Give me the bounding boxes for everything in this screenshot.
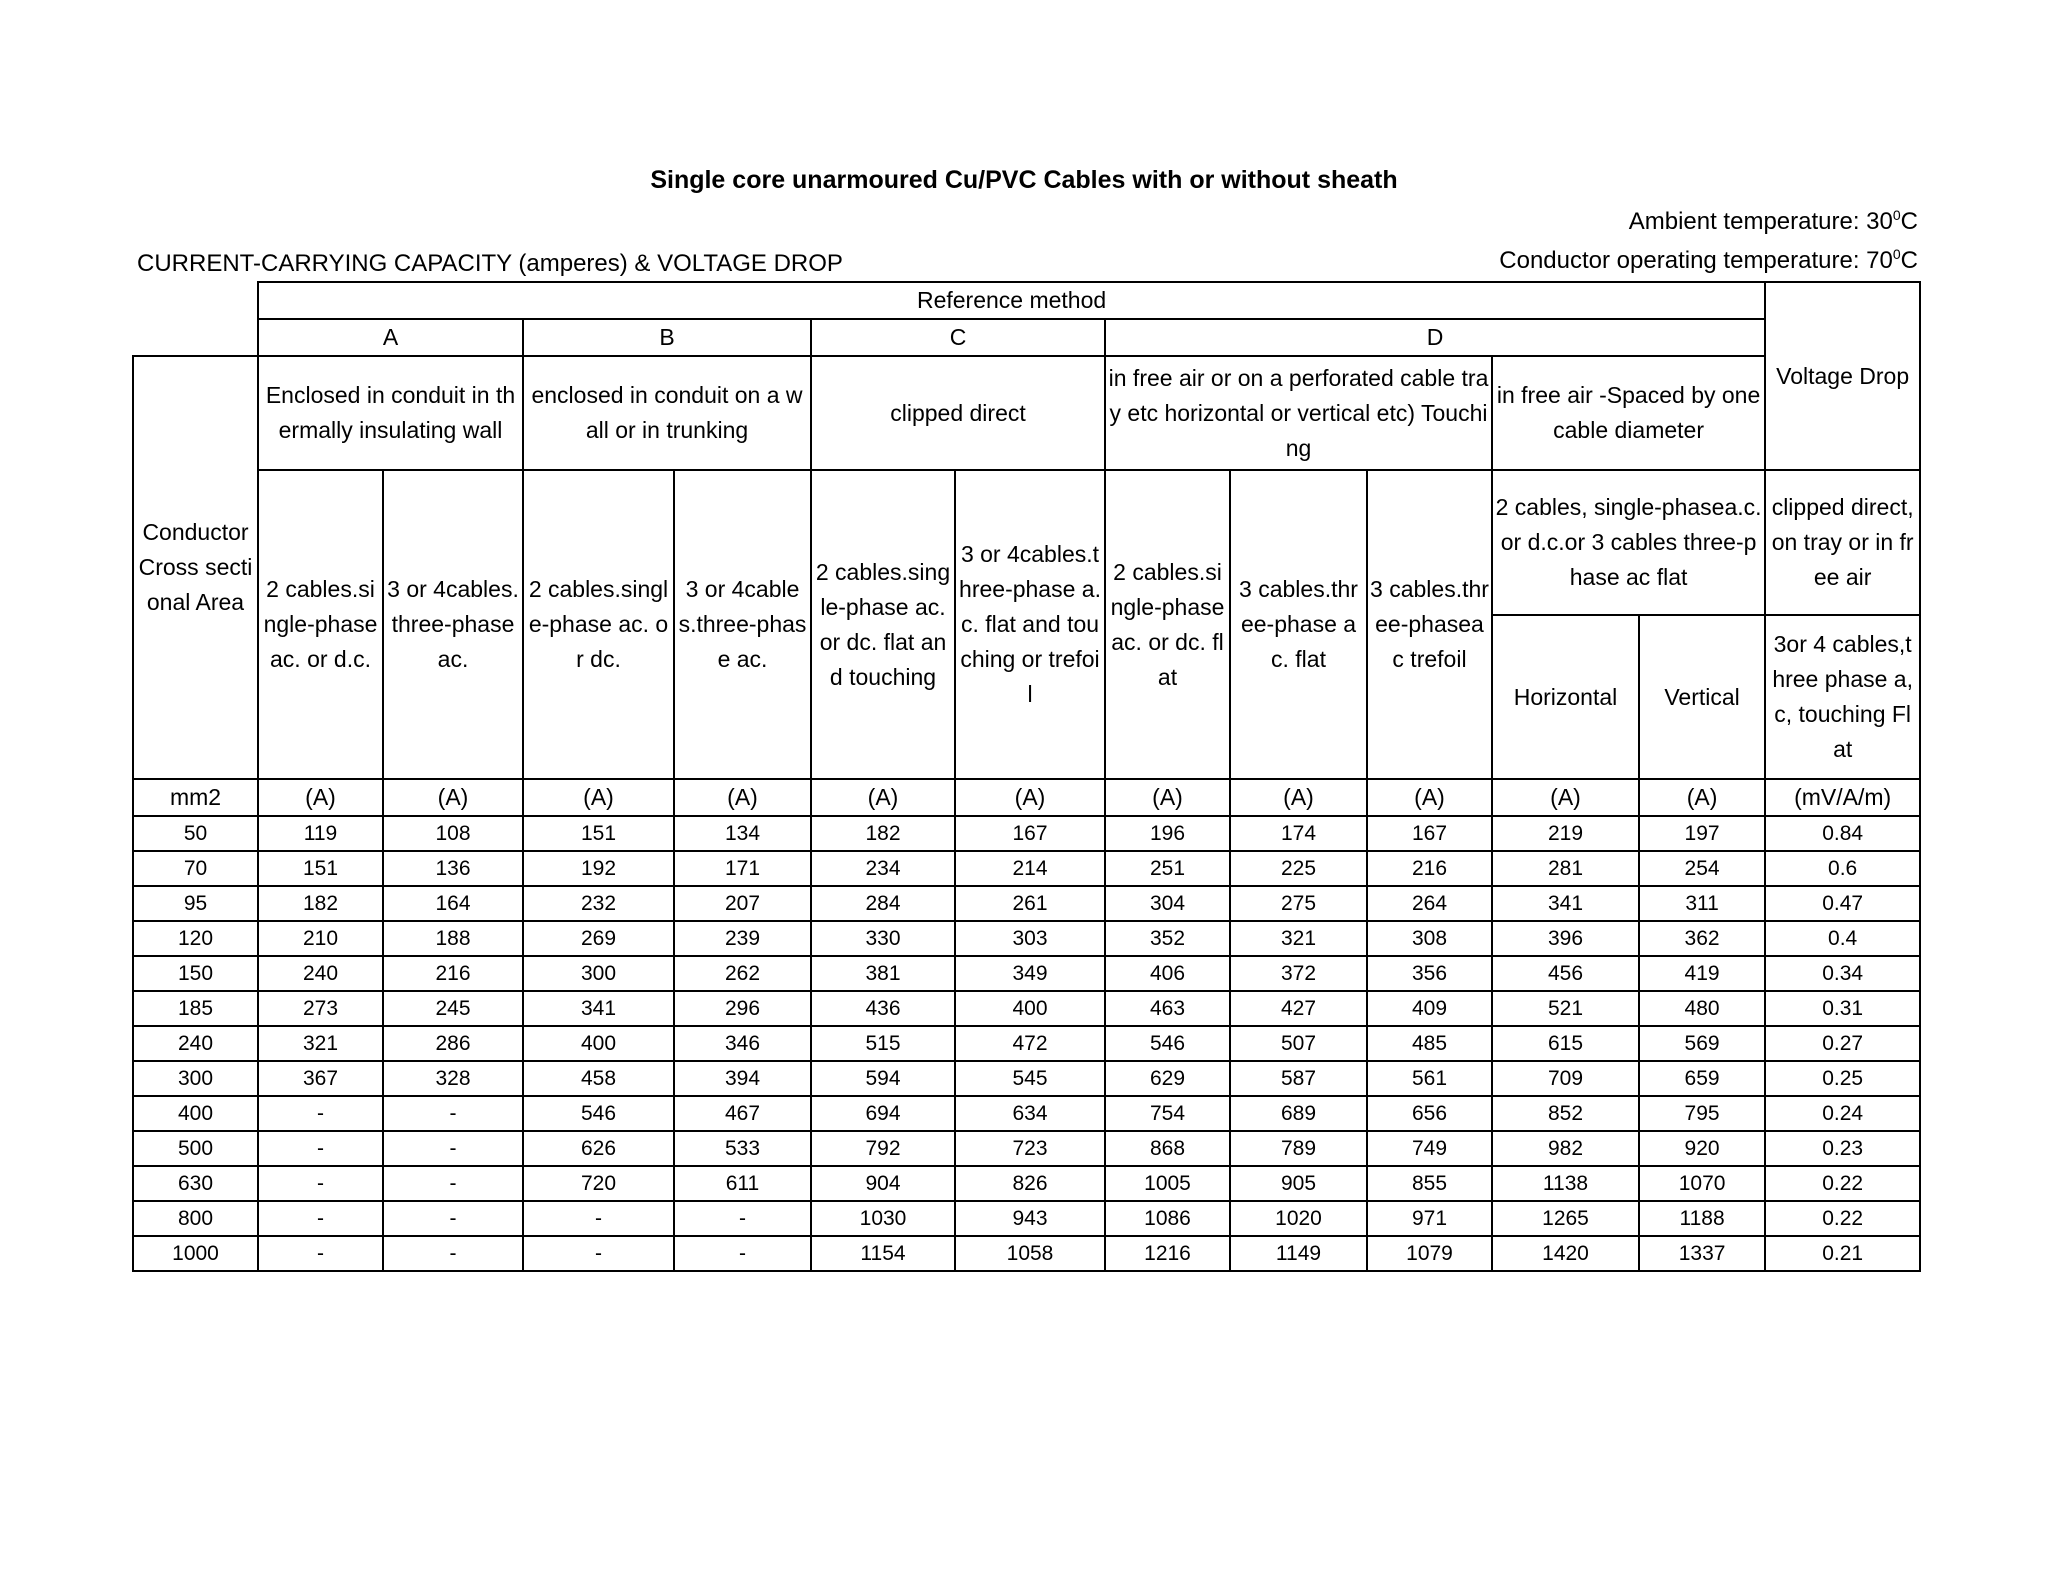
conductor-size-cell: 95 [133, 886, 258, 921]
conductor-area-header: Conductor Cross sectional Area [133, 356, 258, 779]
conductor-size-cell: 630 [133, 1166, 258, 1201]
operating-text: Conductor operating temperature: 70 [1499, 247, 1893, 274]
table-row [133, 816, 1920, 851]
operating-temperature [1499, 246, 1918, 275]
units-row [133, 779, 1920, 816]
value-cell: 167 [1367, 816, 1492, 851]
value-cell: 795 [1639, 1096, 1765, 1131]
value-cell: 1020 [1230, 1201, 1367, 1236]
unit-cell: (A) [811, 779, 955, 816]
value-cell: 463 [1105, 991, 1230, 1026]
voltage-drop-clipped-header: clipped direct, on tray or in free air [1765, 470, 1920, 615]
table-row [133, 851, 1920, 886]
value-cell: 264 [1367, 886, 1492, 921]
value-cell: 0.22 [1765, 1166, 1920, 1201]
table-subtitle: CURRENT-CARRYING CAPACITY (amperes) & VOLTAGE DROP [137, 250, 843, 277]
value-cell: 296 [674, 991, 811, 1026]
value-cell: 341 [523, 991, 674, 1026]
value-cell: 0.27 [1765, 1026, 1920, 1061]
value-cell: 216 [383, 956, 523, 991]
value-cell: 251 [1105, 851, 1230, 886]
value-cell: 232 [523, 886, 674, 921]
value-cell: 225 [1230, 851, 1367, 886]
value-cell: 245 [383, 991, 523, 1026]
method-d-spaced-description: in free air -Spaced by one cable diameter [1492, 356, 1765, 470]
value-cell: 1138 [1492, 1166, 1639, 1201]
value-cell: 419 [1639, 956, 1765, 991]
col-d3-header: 3 cables.three-phaseac trefoil [1367, 470, 1492, 779]
value-cell: 286 [383, 1026, 523, 1061]
value-cell: 134 [674, 816, 811, 851]
value-cell: 436 [811, 991, 955, 1026]
value-cell: 427 [1230, 991, 1367, 1026]
unit-cell: mm2 [133, 779, 258, 816]
value-cell: 485 [1367, 1026, 1492, 1061]
value-cell: - [383, 1096, 523, 1131]
value-cell: - [383, 1166, 523, 1201]
value-cell: - [674, 1236, 811, 1271]
value-cell: - [258, 1131, 383, 1166]
col-c1-header: 2 cables.single-phase ac. or dc. flat and touching [811, 470, 955, 779]
value-cell: 409 [1367, 991, 1492, 1026]
value-cell: 1265 [1492, 1201, 1639, 1236]
method-letter-c: C [811, 319, 1105, 356]
value-cell: 0.21 [1765, 1236, 1920, 1271]
value-cell: - [523, 1236, 674, 1271]
value-cell: 216 [1367, 851, 1492, 886]
conductor-size-cell: 240 [133, 1026, 258, 1061]
value-cell: 472 [955, 1026, 1105, 1061]
value-cell: 905 [1230, 1166, 1367, 1201]
conductor-size-cell: 800 [133, 1201, 258, 1236]
value-cell: 545 [955, 1061, 1105, 1096]
corner-blank-2 [133, 319, 258, 356]
value-cell: 188 [383, 921, 523, 956]
value-cell: 406 [1105, 956, 1230, 991]
unit-cell: (A) [1230, 779, 1367, 816]
conductor-size-cell: 50 [133, 816, 258, 851]
value-cell: 1337 [1639, 1236, 1765, 1271]
table-row [133, 886, 1920, 921]
value-cell: 507 [1230, 1026, 1367, 1061]
value-cell: 723 [955, 1131, 1105, 1166]
value-cell: 515 [811, 1026, 955, 1061]
method-b-description: enclosed in conduit on a wall or in trunking [523, 356, 811, 470]
unit-cell: (A) [258, 779, 383, 816]
value-cell: 587 [1230, 1061, 1367, 1096]
col-d4-header: 2 cables, single-phasea.c. or d.c.or 3 cables three-phase ac flat [1492, 470, 1765, 615]
table-row [133, 1061, 1920, 1096]
col-d4-horizontal-header: Horizontal [1492, 615, 1639, 779]
value-cell: - [258, 1096, 383, 1131]
value-cell: 659 [1639, 1061, 1765, 1096]
col-d4-vertical-header: Vertical [1639, 615, 1765, 779]
value-cell: 904 [811, 1166, 955, 1201]
ambient-unit: C [1900, 208, 1918, 235]
value-cell: 533 [674, 1131, 811, 1166]
value-cell: 0.25 [1765, 1061, 1920, 1096]
value-cell: 321 [1230, 921, 1367, 956]
value-cell: 119 [258, 816, 383, 851]
value-cell: 192 [523, 851, 674, 886]
value-cell: - [674, 1201, 811, 1236]
value-cell: 311 [1639, 886, 1765, 921]
value-cell: 352 [1105, 921, 1230, 956]
value-cell: 328 [383, 1061, 523, 1096]
value-cell: 611 [674, 1166, 811, 1201]
conductor-size-cell: 185 [133, 991, 258, 1026]
reference-method-header: Reference method [258, 282, 1765, 319]
value-cell: 656 [1367, 1096, 1492, 1131]
value-cell: 467 [674, 1096, 811, 1131]
value-cell: - [383, 1236, 523, 1271]
method-d-touching-description: in free air or on a perforated cable tray etc horizontal or vertical etc) Touching [1105, 356, 1492, 470]
value-cell: 1058 [955, 1236, 1105, 1271]
value-cell: 308 [1367, 921, 1492, 956]
value-cell: 0.22 [1765, 1201, 1920, 1236]
conductor-size-cell: 120 [133, 921, 258, 956]
value-cell: 275 [1230, 886, 1367, 921]
value-cell: 284 [811, 886, 955, 921]
value-cell: 1086 [1105, 1201, 1230, 1236]
col-d2-header: 3 cables.three-phase ac. flat [1230, 470, 1367, 779]
unit-cell: (mV/A/m) [1765, 779, 1920, 816]
value-cell: 239 [674, 921, 811, 956]
value-cell: 207 [674, 886, 811, 921]
value-cell: 346 [674, 1026, 811, 1061]
value-cell: - [258, 1236, 383, 1271]
ambient-temperature [1629, 207, 1918, 236]
voltage-drop-header: Voltage Drop [1765, 282, 1920, 470]
value-cell: 1149 [1230, 1236, 1367, 1271]
conductor-size-cell: 70 [133, 851, 258, 886]
ambient-sup: 0 [1892, 207, 1901, 223]
value-cell: 943 [955, 1201, 1105, 1236]
value-cell: 1030 [811, 1201, 955, 1236]
value-cell: 269 [523, 921, 674, 956]
value-cell: 868 [1105, 1131, 1230, 1166]
conductor-size-cell: 1000 [133, 1236, 258, 1271]
unit-cell: (A) [674, 779, 811, 816]
value-cell: 254 [1639, 851, 1765, 886]
value-cell: 341 [1492, 886, 1639, 921]
unit-cell: (A) [1639, 779, 1765, 816]
col-a1-header: 2 cables.single-phase ac. or d.c. [258, 470, 383, 779]
table-row [133, 1096, 1920, 1131]
value-cell: 400 [523, 1026, 674, 1061]
value-cell: 971 [1367, 1201, 1492, 1236]
value-cell: 634 [955, 1096, 1105, 1131]
method-letter-d: D [1105, 319, 1765, 356]
table-row [133, 1131, 1920, 1166]
value-cell: 694 [811, 1096, 955, 1131]
value-cell: 594 [811, 1061, 955, 1096]
value-cell: 789 [1230, 1131, 1367, 1166]
value-cell: 629 [1105, 1061, 1230, 1096]
value-cell: 615 [1492, 1026, 1639, 1061]
value-cell: 372 [1230, 956, 1367, 991]
value-cell: 1005 [1105, 1166, 1230, 1201]
value-cell: 855 [1367, 1166, 1492, 1201]
table-row [133, 1201, 1920, 1236]
value-cell: 792 [811, 1131, 955, 1166]
value-cell: 281 [1492, 851, 1639, 886]
table-row [133, 1026, 1920, 1061]
value-cell: 1154 [811, 1236, 955, 1271]
col-d1-header: 2 cables.single-phaseac. or dc. flat [1105, 470, 1230, 779]
value-cell: 219 [1492, 816, 1639, 851]
value-cell: 367 [258, 1061, 383, 1096]
unit-cell: (A) [383, 779, 523, 816]
value-cell: 262 [674, 956, 811, 991]
value-cell: 852 [1492, 1096, 1639, 1131]
value-cell: 303 [955, 921, 1105, 956]
value-cell: 0.84 [1765, 816, 1920, 851]
value-cell: 197 [1639, 816, 1765, 851]
value-cell: 0.4 [1765, 921, 1920, 956]
value-cell: - [383, 1131, 523, 1166]
method-letter-b: B [523, 319, 811, 356]
value-cell: 261 [955, 886, 1105, 921]
value-cell: 182 [258, 886, 383, 921]
value-cell: - [523, 1201, 674, 1236]
value-cell: 362 [1639, 921, 1765, 956]
value-cell: 754 [1105, 1096, 1230, 1131]
value-cell: 396 [1492, 921, 1639, 956]
method-c-description: clipped direct [811, 356, 1105, 470]
table-row [133, 956, 1920, 991]
unit-cell: (A) [523, 779, 674, 816]
method-a-description: Enclosed in conduit in thermally insulating wall [258, 356, 523, 470]
value-cell: 321 [258, 1026, 383, 1061]
value-cell: - [258, 1201, 383, 1236]
col-b1-header: 2 cables.single-phase ac. or dc. [523, 470, 674, 779]
value-cell: 0.23 [1765, 1131, 1920, 1166]
value-cell: 689 [1230, 1096, 1367, 1131]
value-cell: 400 [955, 991, 1105, 1026]
value-cell: 171 [674, 851, 811, 886]
value-cell: 0.47 [1765, 886, 1920, 921]
value-cell: 0.34 [1765, 956, 1920, 991]
value-cell: 304 [1105, 886, 1230, 921]
value-cell: 356 [1367, 956, 1492, 991]
table-row [133, 921, 1920, 956]
value-cell: 1188 [1639, 1201, 1765, 1236]
unit-cell: (A) [1367, 779, 1492, 816]
value-cell: 196 [1105, 816, 1230, 851]
value-cell: 240 [258, 956, 383, 991]
value-cell: 546 [1105, 1026, 1230, 1061]
corner-blank [133, 282, 258, 319]
value-cell: 394 [674, 1061, 811, 1096]
value-cell: 108 [383, 816, 523, 851]
value-cell: 151 [523, 816, 674, 851]
operating-unit: C [1900, 247, 1918, 274]
voltage-drop-touching-header: 3or 4 cables,three phase a,c, touching Flat [1765, 615, 1920, 779]
value-cell: 1420 [1492, 1236, 1639, 1271]
table-row [133, 1236, 1920, 1271]
value-cell: 521 [1492, 991, 1639, 1026]
value-cell: 569 [1639, 1026, 1765, 1061]
unit-cell: (A) [1492, 779, 1639, 816]
value-cell: 151 [258, 851, 383, 886]
value-cell: 1216 [1105, 1236, 1230, 1271]
table-row [133, 1166, 1920, 1201]
value-cell: 174 [1230, 816, 1367, 851]
value-cell: 456 [1492, 956, 1639, 991]
value-cell: 626 [523, 1131, 674, 1166]
value-cell: 0.6 [1765, 851, 1920, 886]
value-cell: 349 [955, 956, 1105, 991]
value-cell: 136 [383, 851, 523, 886]
value-cell: 273 [258, 991, 383, 1026]
col-c2-header: 3 or 4cables.three-phase a.c. flat and touching or trefoil [955, 470, 1105, 779]
value-cell: 182 [811, 816, 955, 851]
value-cell: 381 [811, 956, 955, 991]
value-cell: 234 [811, 851, 955, 886]
value-cell: 720 [523, 1166, 674, 1201]
value-cell: - [258, 1166, 383, 1201]
value-cell: 709 [1492, 1061, 1639, 1096]
conductor-size-cell: 500 [133, 1131, 258, 1166]
table-row [133, 991, 1920, 1026]
ambient-text: Ambient temperature: 30 [1628, 208, 1893, 235]
value-cell: 982 [1492, 1131, 1639, 1166]
value-cell: 749 [1367, 1131, 1492, 1166]
page-title: Single core unarmoured Cu/PVC Cables with or without sheath [650, 166, 1398, 194]
unit-cell: (A) [955, 779, 1105, 816]
conductor-size-cell: 300 [133, 1061, 258, 1096]
value-cell: 0.31 [1765, 991, 1920, 1026]
value-cell: 330 [811, 921, 955, 956]
operating-sup: 0 [1892, 246, 1901, 262]
value-cell: 0.24 [1765, 1096, 1920, 1131]
value-cell: 826 [955, 1166, 1105, 1201]
method-letter-a: A [258, 319, 523, 356]
value-cell: 210 [258, 921, 383, 956]
capacity-table [132, 281, 1921, 1272]
value-cell: 546 [523, 1096, 674, 1131]
value-cell: - [383, 1201, 523, 1236]
value-cell: 1079 [1367, 1236, 1492, 1271]
conductor-size-cell: 150 [133, 956, 258, 991]
unit-cell: (A) [1105, 779, 1230, 816]
value-cell: 458 [523, 1061, 674, 1096]
value-cell: 214 [955, 851, 1105, 886]
value-cell: 300 [523, 956, 674, 991]
value-cell: 167 [955, 816, 1105, 851]
value-cell: 164 [383, 886, 523, 921]
value-cell: 1070 [1639, 1166, 1765, 1201]
value-cell: 561 [1367, 1061, 1492, 1096]
value-cell: 480 [1639, 991, 1765, 1026]
value-cell: 920 [1639, 1131, 1765, 1166]
conductor-size-cell: 400 [133, 1096, 258, 1131]
col-b2-header: 3 or 4cables.three-phase ac. [674, 470, 811, 779]
col-a2-header: 3 or 4cables.three-phase ac. [383, 470, 523, 779]
